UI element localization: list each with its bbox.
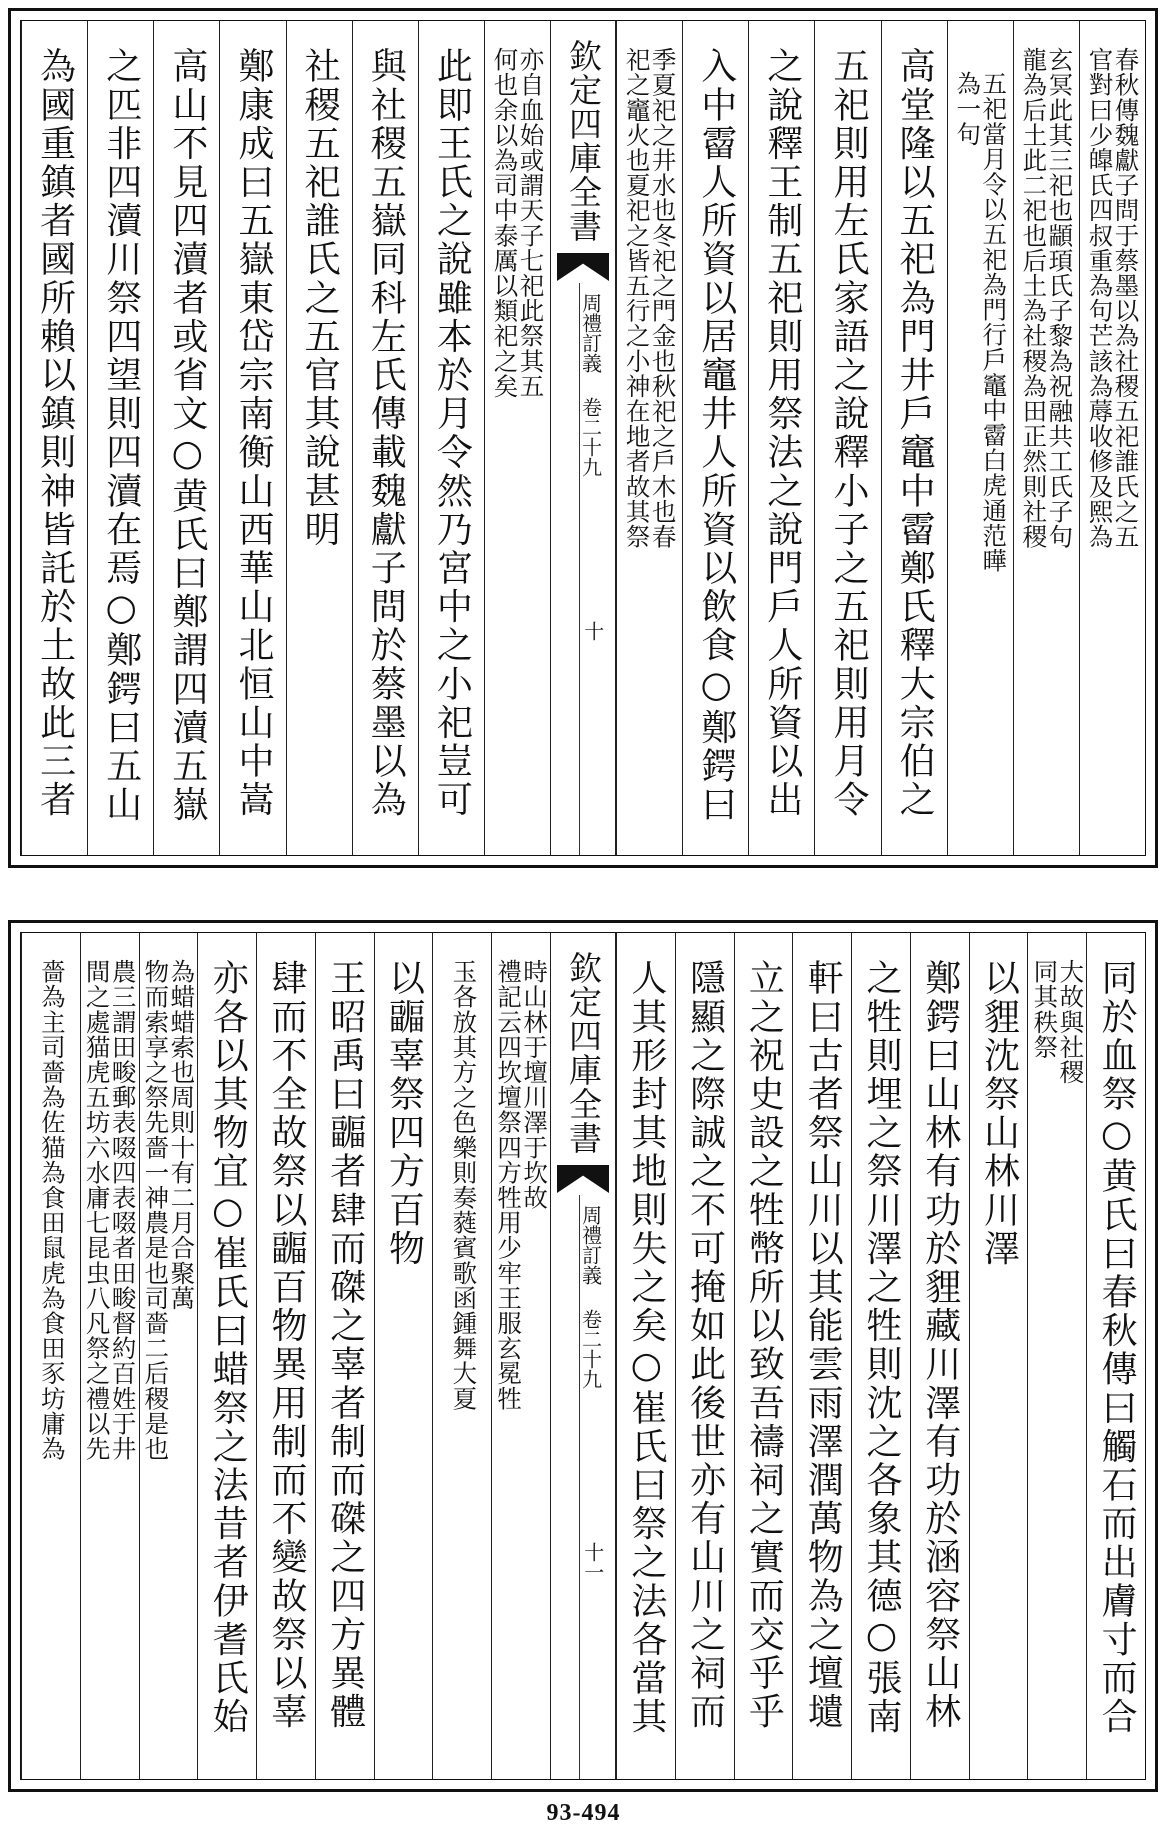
- commentary-line-a: 農三謂田畯郵表啜四表啜者田畯督約百姓于井: [108, 959, 138, 1461]
- book-title: 欽定四庫全書: [564, 39, 603, 243]
- top-left-column-6: [153, 21, 219, 855]
- bottom-right-column-5: [851, 933, 910, 1779]
- column-text: 以貍沈祭山林川澤: [978, 959, 1020, 1268]
- top-right-column-6: [748, 21, 814, 855]
- column-text: 王昭禹曰疈者肆而磔之辜者制而磔之四方異體: [324, 959, 366, 1731]
- fish-tail-mark: [557, 253, 609, 281]
- bottom-right-column-7: [734, 933, 793, 1779]
- commentary-pair: [140, 959, 198, 1461]
- column-text: 為國重鎮者國所賴以鎮則神皆託於土故此三者: [34, 47, 76, 819]
- commentary-pair: [485, 47, 550, 398]
- commentary-line-a: 大故與社稷: [1056, 959, 1086, 1085]
- top-right-column-1: [1079, 21, 1145, 855]
- bottom-right-column-6: [792, 933, 851, 1779]
- bottom-left-column-1: [491, 933, 550, 1779]
- commentary-line-a: 時山林于壇川澤于坎故: [520, 959, 550, 1210]
- column-text: 與社稷五嶽同科左氏傳載魏獻子問於蔡墨以為: [365, 47, 407, 819]
- page-number: 93-494: [546, 1800, 621, 1826]
- bottom-right-column-2: [1027, 933, 1086, 1779]
- bottom-right-column-9: [616, 933, 675, 1779]
- commentary-line-b: 禮記云四坎壇祭四方牲用少牢王服玄冕牲: [494, 959, 524, 1411]
- commentary-line-a: 玄冥此其三祀也顓頊氏子黎為祝融共工氏子句: [1045, 47, 1075, 549]
- commentary-line-a: 亦自血始或謂天子七祀此祭其五: [516, 47, 546, 399]
- column-text: 入中霤人所資以居竈井人所資以飲食○鄭鍔曰: [695, 47, 737, 824]
- bottom-left-column-7: [139, 933, 198, 1779]
- column-text: 社稷五祀誰氏之五官其說甚明: [299, 47, 341, 549]
- top-right-column-8: [616, 21, 682, 855]
- column-text: 立之祝史設之牲幣所以致吾禱祠之實而交乎乎: [743, 959, 785, 1731]
- bottom-left-column-8: [80, 933, 139, 1779]
- top-right-column-3: [947, 21, 1013, 855]
- column-text: 肆而不全故祭以疈百物異用制而不變故祭以辜: [265, 959, 307, 1731]
- commentary-line-a: 為蜡蜡索也周則十有二月合聚萬: [167, 959, 197, 1311]
- column-text: 此即王氏之說雖本於月令然乃宮中之小祀豈可: [431, 47, 473, 819]
- bottom-right-column-8: [675, 933, 734, 1779]
- top-right-column-5: [814, 21, 880, 855]
- commentary-pair: [81, 959, 139, 1461]
- top-left-column-8: [21, 21, 87, 855]
- commentary-line-b: 何也余以為司中泰厲以類祀之矣: [490, 47, 520, 399]
- commentary-line-a: 季夏祀之井水也冬祀之門金也秋祀之戶木也春: [648, 47, 678, 549]
- bottom-left-column-5: [256, 933, 315, 1779]
- bottom-left-column-2: [432, 933, 491, 1779]
- column-text: 五祀則用左氏家語之說釋小子之五祀則用月令: [827, 47, 869, 819]
- bottom-page-frame: [20, 932, 1146, 1780]
- commentary-line-a: 嗇為主司嗇為佐猫為食田鼠虎為食田豕坊庸為: [37, 959, 67, 1461]
- commentary-line-b: 龍為后土此二祀也后土為社稷為田正然則社稷: [1019, 47, 1049, 549]
- fish-tail-mark: [557, 1165, 609, 1193]
- column-text: 同於血祭○黄氏曰春秋傳曰觸石而出膚寸而合: [1096, 959, 1138, 1736]
- bottom-left-column-4: [315, 933, 374, 1779]
- bottom-left-column-9: [21, 933, 80, 1779]
- column-text: 高堂隆以五祀為門井戶竈中霤鄭氏釋大宗伯之: [894, 47, 936, 819]
- volume-label: 周禮訂義 卷二十九: [578, 293, 603, 477]
- commentary-line-a: 玉各放其方之色樂則奏蕤賓歌函鍾舞大夏: [449, 959, 479, 1411]
- commentary-line-b: 官對曰少皥氏四叔重為句芒該為蓐收修及熙為: [1085, 47, 1115, 549]
- top-left-column-7: [87, 21, 153, 855]
- leaf-number: 十: [580, 621, 605, 642]
- top-right-column-2: [1013, 21, 1079, 855]
- top-page: [8, 8, 1158, 868]
- book-title: 欽定四庫全書: [564, 951, 603, 1155]
- commentary-line-a: 五祀當月令以五祀為門行戶竈中霤白虎通范曄: [979, 71, 1009, 573]
- commentary-line-b: 同其秩祭: [1030, 959, 1060, 1060]
- bottom-left-column-6: [197, 933, 256, 1779]
- commentary-line-b: 為一句: [953, 71, 983, 147]
- bottom-right-column-1: [1086, 933, 1145, 1779]
- commentary-line-a: 春秋傳魏獻子問于蔡墨以為社稷五祀誰氏之五: [1111, 47, 1141, 549]
- volume-label: 周禮訂義 卷二十九: [578, 1205, 603, 1389]
- column-text: 軒曰古者祭山川以其能雲雨澤潤萬物為之壇壝: [802, 959, 844, 1731]
- column-text: 以疈辜祭四方百物: [383, 959, 425, 1268]
- bottom-right-column-3: [969, 933, 1028, 1779]
- commentary-pair: [948, 71, 1013, 573]
- commentary-line-b: 物而索享之祭先嗇一神農是也司嗇二后稷是也: [141, 959, 171, 1461]
- column-text: 鄭康成曰五嶽東岱宗南衡山西華山北恒山中嵩: [232, 47, 274, 819]
- column-text: 鄭鍔曰山林有功於貍藏川澤有功於涵容祭山林: [919, 959, 961, 1731]
- column-text: 高山不見四瀆者或省文○黄氏曰鄭謂四瀆五嶽: [166, 47, 208, 824]
- leaf-number: 十一: [580, 1542, 605, 1583]
- top-right-column-7: [682, 21, 748, 855]
- commentary-pair: [1080, 47, 1145, 549]
- column-text: 之匹非四瀆川祭四望則四瀆在焉○鄭鍔曰五山: [100, 47, 142, 824]
- top-left-column-4: [286, 21, 352, 855]
- commentary-pair: [1014, 47, 1079, 549]
- top-left-column-1: [484, 21, 550, 855]
- top-page-frame: [20, 20, 1146, 856]
- commentary-pair: [1028, 959, 1086, 1085]
- commentary-pair: [433, 959, 491, 1411]
- column-text: 隱顯之際誠之不可掩如此後世亦有山川之祠而: [684, 959, 726, 1731]
- commentary-pair: [492, 959, 550, 1411]
- column-text: 亦各以其物宜○崔氏曰蜡祭之法昔者伊耆氏始: [207, 959, 249, 1736]
- bottom-right-column-4: [910, 933, 969, 1779]
- top-center-banner: [550, 21, 616, 855]
- bottom-center-banner: [550, 933, 616, 1779]
- top-left-column-2: [418, 21, 484, 855]
- top-right-column-4: [881, 21, 947, 855]
- commentary-line-b: 間之處猫虎五坊六水庸七昆虫八凡祭之禮以先: [82, 959, 112, 1461]
- top-left-column-3: [352, 21, 418, 855]
- top-left-column-5: [219, 21, 285, 855]
- commentary-line-b: 祀之竈火也夏祀之皆五行之小神在地者故其祭: [622, 47, 652, 549]
- column-text: 之說釋王制五祀則用祭法之說門戶人所資以出: [761, 47, 803, 819]
- bottom-left-column-3: [374, 933, 433, 1779]
- bottom-page: [8, 920, 1158, 1792]
- commentary-pair: [22, 959, 80, 1461]
- column-text: 之牲則埋之祭川澤之牲則沈之各象其德○張南: [860, 959, 902, 1736]
- commentary-pair: [617, 47, 682, 549]
- column-text: 人其形封其地則失之矣○崔氏曰祭之法各當其: [625, 959, 667, 1736]
